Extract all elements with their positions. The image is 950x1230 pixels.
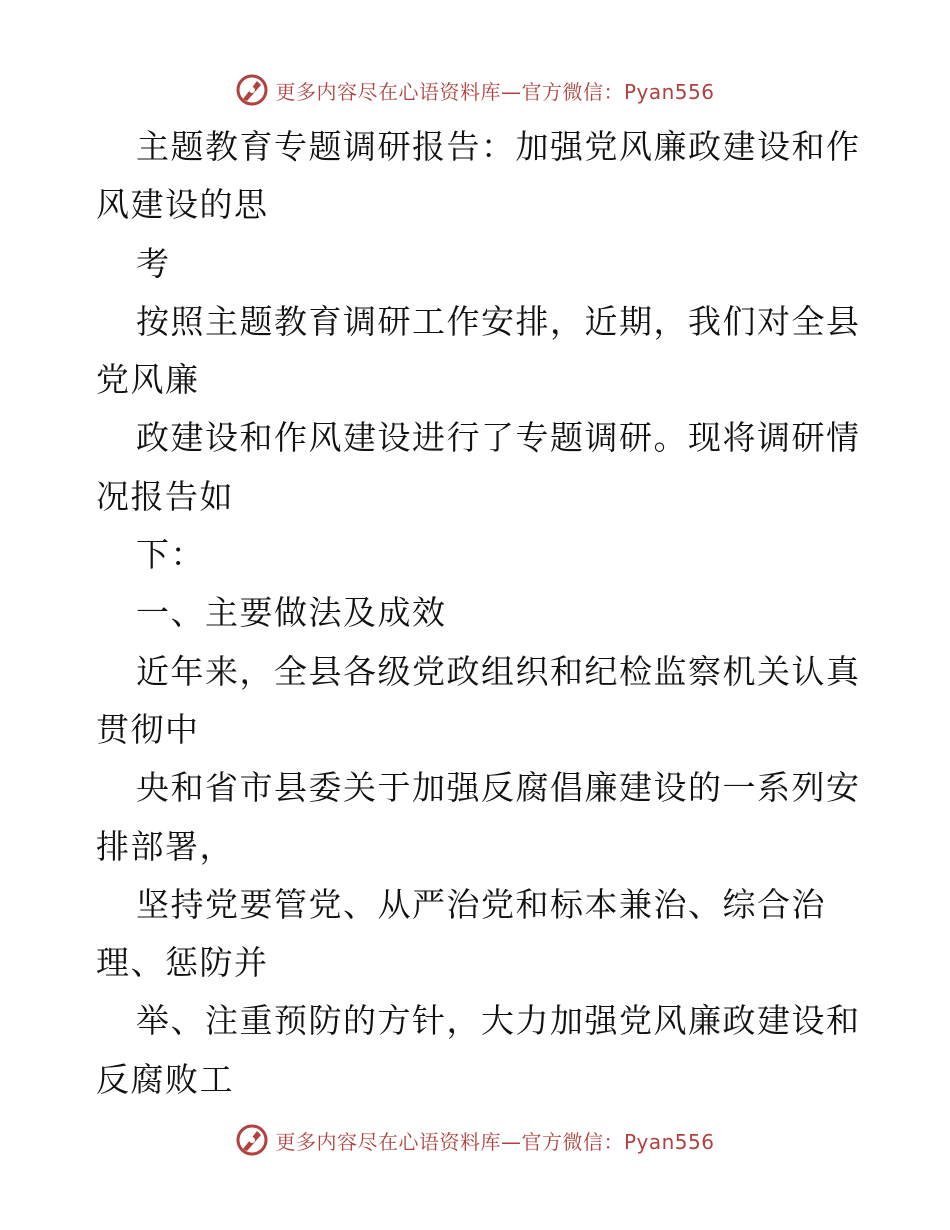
watermark-text: 更多内容尽在心语资料库—官方微信：Pyan556 (275, 1129, 715, 1154)
text-line: 排部署， (96, 826, 234, 866)
text-line: 理、惩防并 (96, 943, 269, 983)
text-line: 央和省市县委关于加强反腐倡廉建设的一系列安 (136, 768, 861, 808)
pen-logo-icon (235, 73, 269, 107)
text-line: 下： (136, 535, 205, 575)
text-line: 贯彻中 (96, 709, 200, 749)
text-line: 主题教育专题调研报告：加强党风廉政建设和作 (136, 127, 861, 166)
text-line: 况报告如 (96, 476, 234, 516)
watermark-group (235, 1123, 714, 1157)
text-line: 近年来，全县各级党政组织和纪检监察机关认真 (136, 651, 861, 691)
watermark-text: 更多内容尽在心语资料库—官方微信：Pyan556 (275, 79, 715, 104)
header-watermark (0, 70, 950, 110)
text-line: 党风廉 (96, 360, 200, 400)
footer-watermark (0, 1120, 950, 1160)
text-line: 考 (136, 243, 171, 283)
watermark-group (235, 73, 714, 107)
text-line: 坚持党要管党、从严治党和标本兼治、综合治 (136, 884, 826, 924)
document-body (96, 118, 861, 1109)
text-line: 政建设和作风建设进行了专题调研。现将调研情 (136, 418, 861, 458)
text-line: 反腐败工 (96, 1059, 234, 1099)
text-line: 举、注重预防的方针，大力加强党风廉政建设和 (136, 1001, 861, 1041)
pen-logo-icon (235, 1123, 269, 1157)
text-line: 风建设的思 (96, 185, 269, 225)
text-line: 一、主要做法及成效 (136, 593, 447, 633)
text-line: 按照主题教育调研工作安排，近期，我们对全县 (136, 301, 861, 341)
